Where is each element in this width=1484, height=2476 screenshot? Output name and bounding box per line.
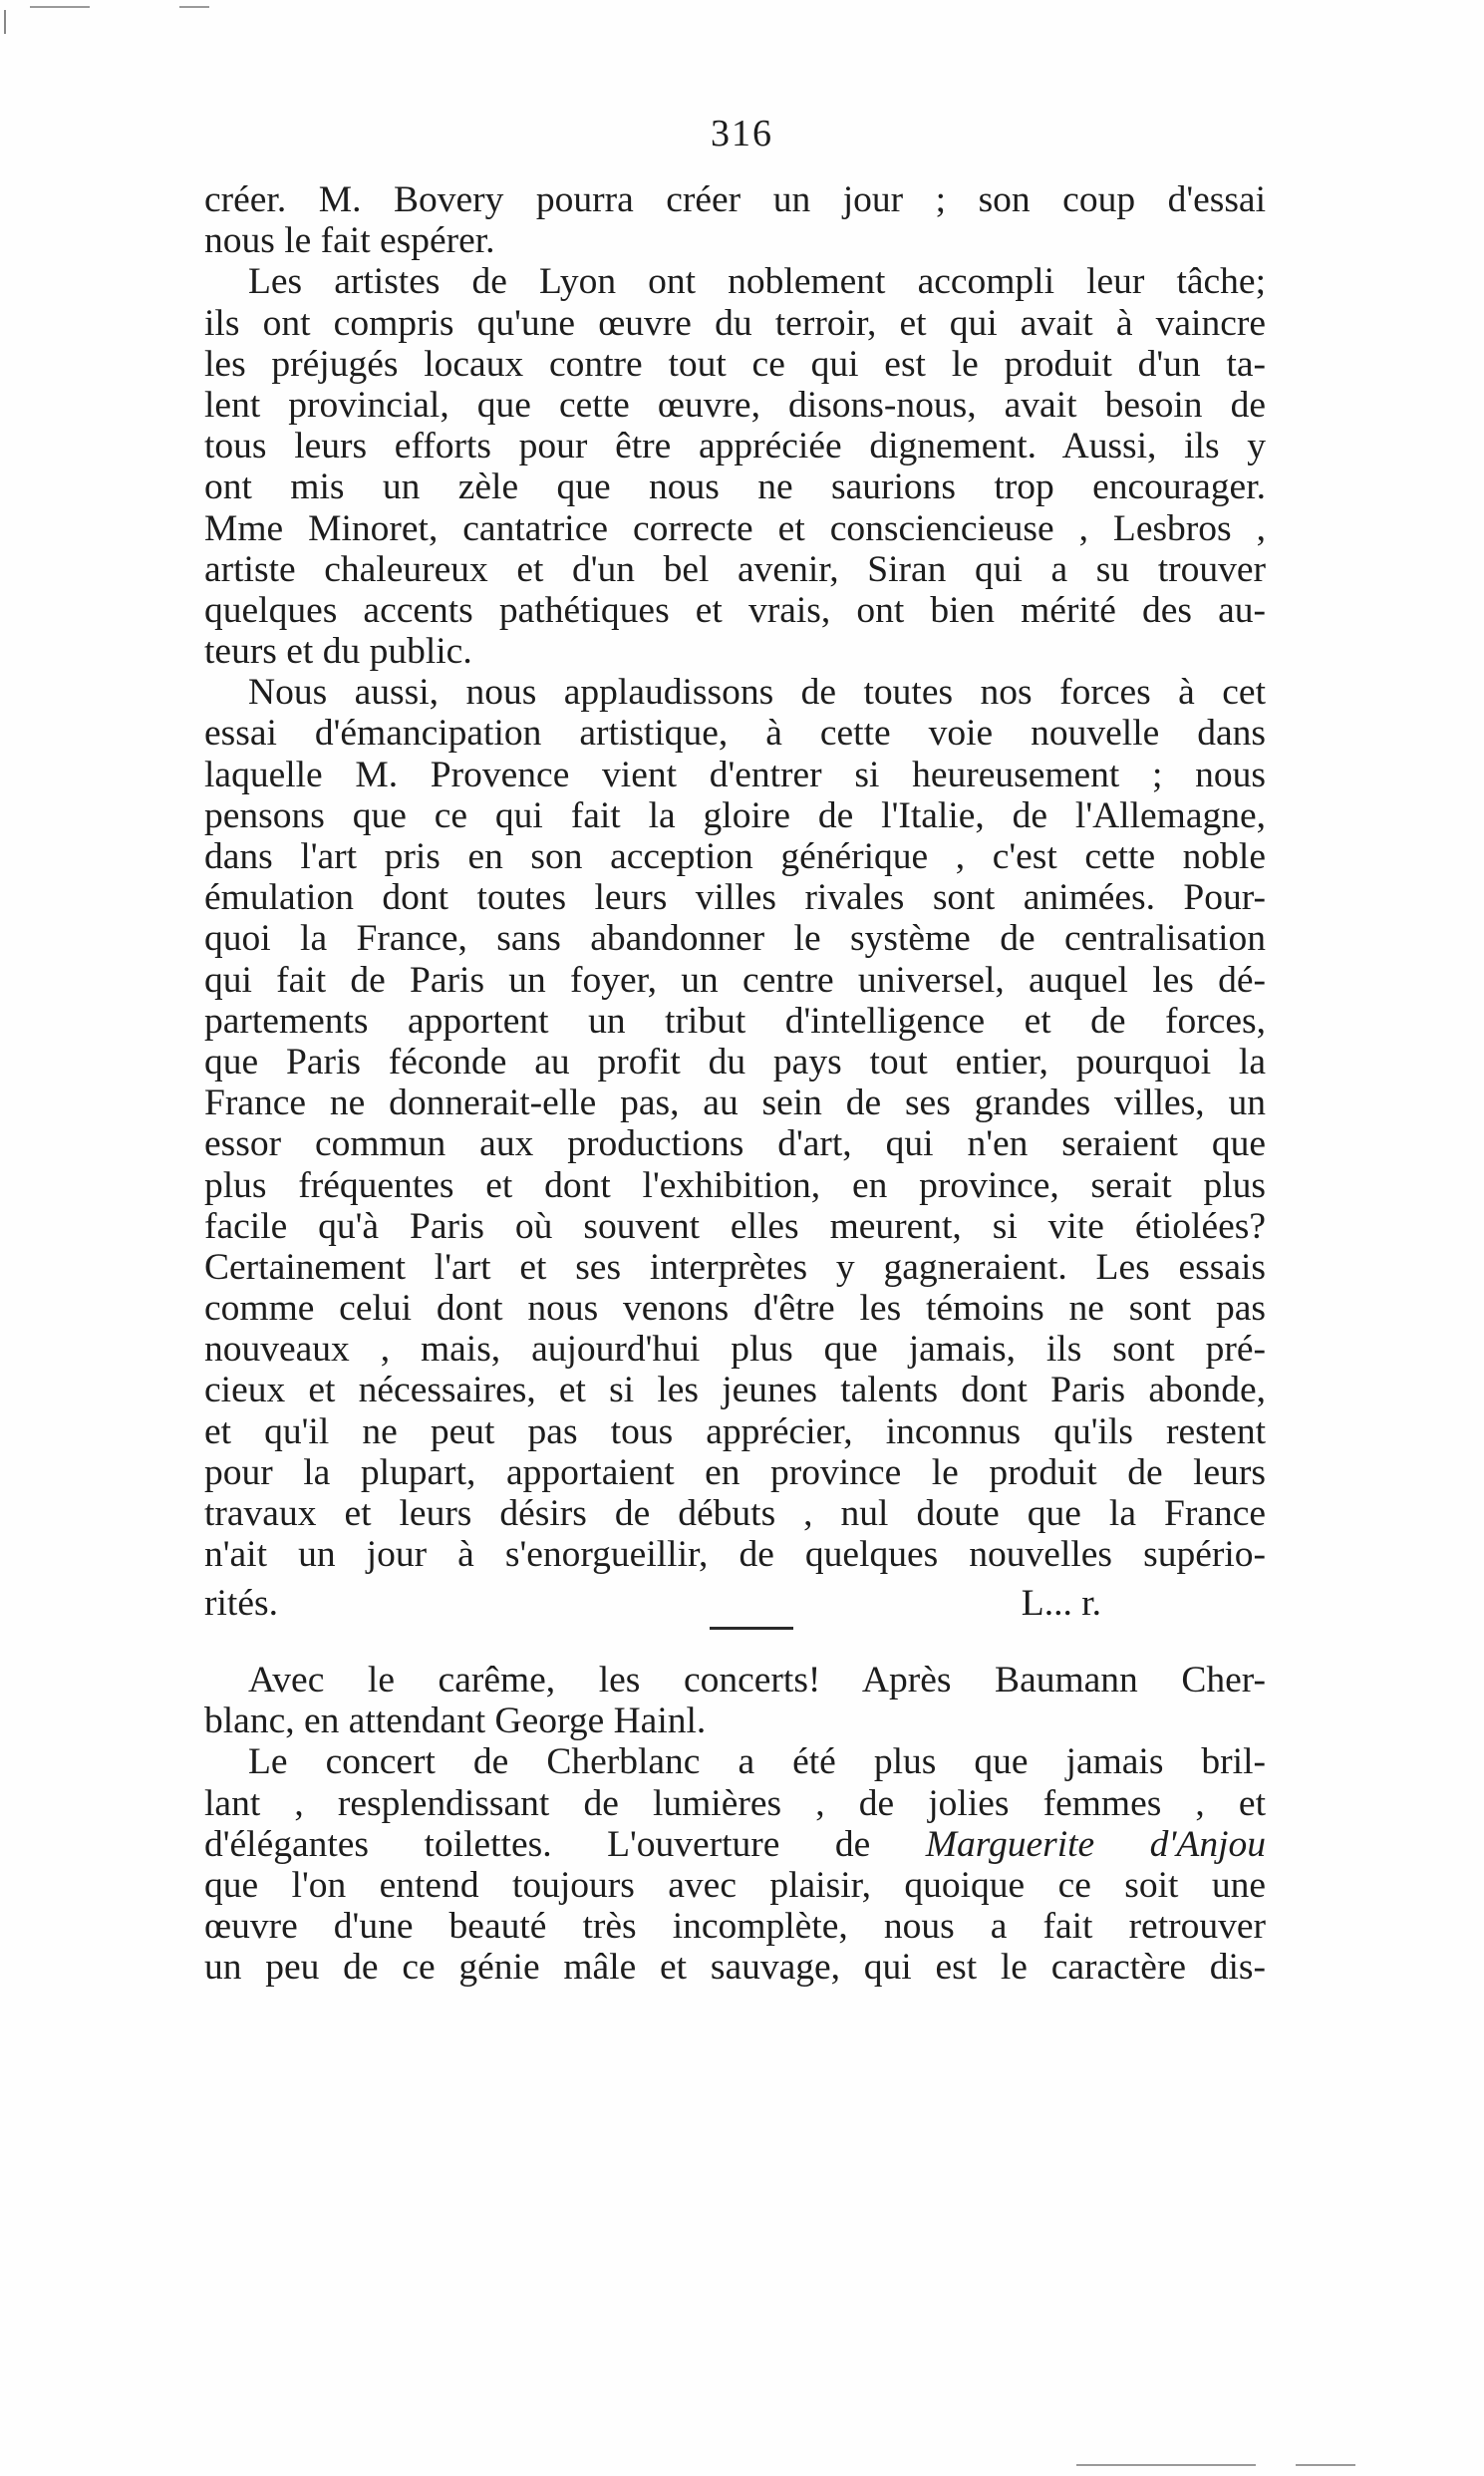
text-line: les préjugés locaux contre tout ce qui est le produit d'un ta- — [204, 343, 1266, 385]
text-line: laquelle M. Provence vient d'entrer si heureusement ; nous — [204, 754, 1266, 795]
text-line: et qu'il ne peut pas tous apprécier, inconnus qu'ils restent — [204, 1410, 1266, 1452]
text-line: travaux et leurs désirs de débuts , nul doute que la France — [204, 1493, 1266, 1534]
scan-artifact — [30, 6, 90, 8]
text-line: créer. M. Bovery pourra créer un jour ; son coup d'essai — [204, 179, 1266, 220]
text-line: émulation dont toutes leurs villes rivales sont animées. Pour- — [204, 877, 1266, 919]
text-line: nouveaux , mais, aujourd'hui plus que jamais, ils sont pré- — [204, 1329, 1266, 1371]
text-line: essor commun aux productions d'art, qui n'en seraient que — [204, 1123, 1266, 1165]
text-line: Avec le carême, les concerts! Après Baumann Cher- — [248, 1660, 1266, 1701]
text-line: Nous aussi, nous applaudissons de toutes nos forces à cet — [248, 672, 1266, 714]
article-body — [204, 179, 1266, 1633]
text-line: lant , resplendissant de lumières , de jolies femmes , et — [204, 1782, 1266, 1824]
text-line: France ne donnerait-elle pas, au sein de ses grandes villes, un — [204, 1083, 1266, 1124]
text-line: lent provincial, que cette œuvre, disons-nous, avait besoin de — [204, 384, 1266, 426]
text-line: dans l'art pris en son acception générique , c'est cette noble — [204, 836, 1266, 877]
text-line: partements apportent un tribut d'intelligence et de forces, — [204, 1000, 1266, 1042]
text-line: un peu de ce génie mâle et sauvage, qui est le caractère dis- — [204, 1947, 1266, 1989]
text-line: facile qu'à Paris où souvent elles meurent, si vite étiolées? — [204, 1205, 1266, 1247]
text-line: ils ont compris qu'une œuvre du terroir, et qui avait à vaincre — [204, 302, 1266, 344]
author-signature: L... r. — [1021, 1583, 1101, 1625]
signature-line — [204, 1575, 1101, 1633]
text-fragment: d'élégantes toilettes. L'ouverture de — [204, 1823, 926, 1865]
text-line: essai d'émancipation artistique, à cette voie nouvelle dans — [204, 713, 1266, 755]
work-title: Marguerite d'Anjou — [925, 1823, 1266, 1865]
text-line: œuvre d'une beauté très incomplète, nous a fait retrouver — [204, 1906, 1266, 1948]
text-line: quoi la France, sans abandonner le système de centralisation — [204, 918, 1266, 960]
scan-artifact — [1296, 2464, 1355, 2466]
text-line: plus fréquentes et dont l'exhibition, en province, serait plus — [204, 1164, 1266, 1206]
scan-artifact — [179, 6, 209, 8]
text-line: comme celui dont nous venons d'être les témoins ne sont pas — [204, 1288, 1266, 1330]
text-line: qui fait de Paris un foyer, un centre universel, auquel les dé- — [204, 959, 1266, 1001]
text-line: Les artistes de Lyon ont noblement accompli leur tâche; — [248, 261, 1266, 303]
text-line: que l'on entend toujours avec plaisir, quoique ce soit une — [204, 1864, 1266, 1906]
text-line: cieux et nécessaires, et si les jeunes talents dont Paris abonde, — [204, 1370, 1266, 1411]
scan-artifact — [4, 10, 6, 34]
text-line: Mme Minoret, cantatrice correcte et consciencieuse , Lesbros , — [204, 507, 1266, 549]
text-line-with-title — [204, 1824, 1266, 1865]
text-line: pensons que ce qui fait la gloire de l'Italie, de l'Allemagne, — [204, 794, 1266, 836]
text-line: teurs et du public. — [204, 631, 472, 673]
text-line: ont mis un zèle que nous ne saurions trop encourager. — [204, 466, 1266, 508]
text-line: blanc, en attendant George Hainl. — [204, 1701, 707, 1742]
text-line: artiste chaleureux et d'un bel avenir, Siran qui a su trouver — [204, 548, 1266, 590]
page-number: 316 — [711, 113, 773, 155]
section-separator — [710, 1627, 793, 1630]
text-line: n'ait un jour à s'enorgueillir, de quelques nouvelles supério- — [204, 1534, 1266, 1576]
concert-review — [204, 1660, 1266, 1989]
text-line: Certainement l'art et ses interprètes y gagneraient. Les essais — [204, 1246, 1266, 1288]
text-line: tous leurs efforts pour être appréciée dignement. Aussi, ils y — [204, 426, 1266, 467]
closing-word: rités. — [204, 1583, 278, 1625]
text-line: Le concert de Cherblanc a été plus que jamais bril- — [248, 1741, 1266, 1783]
scan-artifact — [1076, 2464, 1256, 2466]
text-line: quelques accents pathétiques et vrais, ont bien mérité des au- — [204, 589, 1266, 631]
text-line: que Paris féconde au profit du pays tout entier, pourquoi la — [204, 1041, 1266, 1083]
text-line: nous le fait espérer. — [204, 220, 495, 262]
text-line: pour la plupart, apportaient en province le produit de leurs — [204, 1451, 1266, 1493]
